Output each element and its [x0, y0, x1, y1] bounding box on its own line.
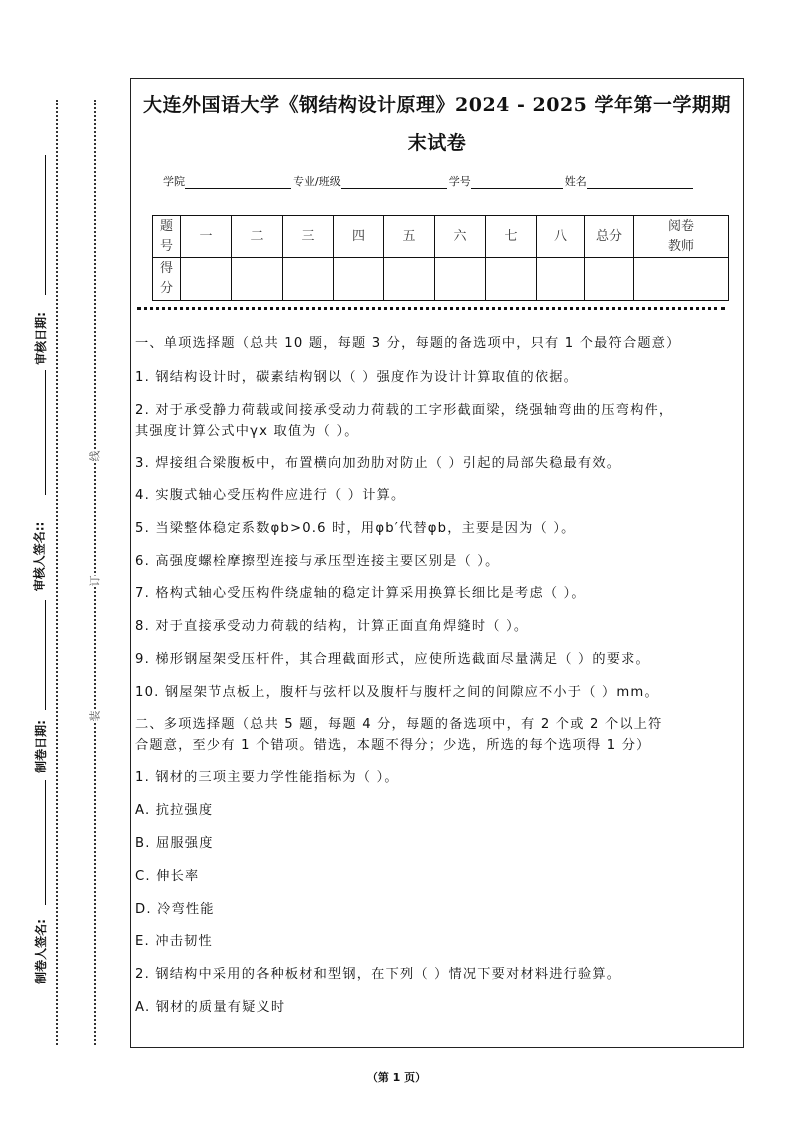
score-header: 得 分	[153, 258, 181, 301]
score-table	[152, 215, 729, 301]
question-4: 4. 实腹式轴心受压构件应进行（ ）计算。	[135, 488, 406, 503]
col-reviewer: 阅卷 教师	[634, 216, 729, 258]
col-5: 五	[384, 216, 435, 258]
section1-heading: 一、单项选择题（总共 10 题，每题 3 分，每题的备选项中，只有 1 个最符合题意）	[135, 336, 681, 351]
question-1: 1. 钢结构设计时，碳素结构钢以（ ）强度作为设计计算取值的依据。	[135, 370, 579, 385]
question-10: 10. 钢屋架节点板上，腹杆与弦杆以及腹杆与腹杆之间的间隙应不小于（ ）mm。	[135, 685, 659, 700]
score-cell[interactable]	[334, 258, 384, 301]
question-2: 2. 对于承受静力荷载或间接承受动力荷载的工字形截面梁，绕强轴弯曲的压弯构件，	[135, 403, 674, 418]
question-5: 5. 当梁整体稳定系数φb>0.6 时，用φb′代替φb，主要是因为（ ）。	[135, 521, 576, 536]
score-cell[interactable]	[634, 258, 729, 301]
question-number-row	[153, 216, 729, 258]
score-cell[interactable]	[435, 258, 486, 301]
mc-question-1: 1. 钢材的三项主要力学性能指标为（ ）。	[135, 770, 399, 785]
section2-heading-line2: 合题意，至少有 1 个错项。错选，本题不得分；少选，所选的每个选项得 1 分）	[135, 738, 651, 753]
option-d: D. 冷弯性能	[135, 902, 215, 917]
compiler-signature-line	[45, 780, 46, 905]
dotted-separator	[137, 307, 725, 310]
question-7: 7. 格构式轴心受压构件绕虚轴的稳定计算采用换算长细比是考虑（ ）。	[135, 586, 586, 601]
compiler-signature-label: 制卷人签名:	[33, 919, 48, 984]
student-id-label: 学号	[448, 175, 471, 188]
question-number-header: 题 号	[153, 216, 181, 258]
question-2-cont: 其强度计算公式中γx 取值为（ ）。	[135, 424, 359, 439]
col-4: 四	[334, 216, 384, 258]
col-total: 总分	[585, 216, 634, 258]
question-3: 3. 焊接组合梁腹板中，布置横向加劲肋对防止（ ）引起的局部失稳最有效。	[135, 456, 622, 471]
option-b: B. 屈服强度	[135, 836, 214, 851]
review-date-line	[45, 155, 46, 295]
binding-mark-line: 线	[88, 450, 102, 462]
college-label: 学院	[163, 175, 185, 188]
major-class-label: 专业/班级	[293, 175, 341, 188]
binding-mark-bind: 装	[88, 710, 102, 722]
col-2: 二	[232, 216, 283, 258]
review-date-label: 审核日期:	[33, 312, 48, 365]
compile-date-label: 制卷日期:	[33, 720, 48, 773]
reviewer-signature-label: 审核人签名::	[32, 521, 47, 592]
question-9: 9. 梯形钢屋架受压杆件，其合理截面形式，应使所选截面尽量满足（ ）的要求。	[135, 652, 650, 667]
exam-title-line2: 末试卷	[407, 132, 467, 154]
student-id-field[interactable]	[471, 175, 563, 189]
score-cell[interactable]	[537, 258, 585, 301]
student-info-row	[163, 173, 695, 189]
score-cell[interactable]	[232, 258, 283, 301]
col-8: 八	[537, 216, 585, 258]
col-3: 三	[283, 216, 334, 258]
college-field[interactable]	[185, 175, 291, 189]
option-e: E. 冲击韧性	[135, 934, 213, 949]
exam-title-line1: 大连外国语大学《钢结构设计原理》2024 - 2025 学年第一学期期	[143, 94, 731, 116]
col-1: 一	[181, 216, 232, 258]
name-field[interactable]	[587, 175, 693, 189]
score-cell[interactable]	[486, 258, 537, 301]
major-class-field[interactable]	[341, 175, 447, 189]
score-cell[interactable]	[384, 258, 435, 301]
mc-question-2: 2. 钢结构中采用的各种板材和型钢，在下列（ ）情况下要对材料进行验算。	[135, 967, 622, 982]
section2-heading-line1: 二、多项选择题（总共 5 题，每题 4 分，每题的备选项中，有 2 个或 2 个以上符	[135, 717, 663, 732]
page-number: （第 1 页）	[366, 1071, 427, 1084]
col-7: 七	[486, 216, 537, 258]
score-cell[interactable]	[585, 258, 634, 301]
score-row	[153, 258, 729, 301]
compile-date-line	[45, 600, 46, 710]
question-8: 8. 对于直接承受动力荷载的结构，计算正面直角焊缝时（ ）。	[135, 619, 529, 634]
name-label: 姓名	[564, 175, 587, 188]
option-a: A. 抗拉强度	[135, 803, 214, 818]
score-cell[interactable]	[283, 258, 334, 301]
question-6: 6. 高强度螺栓摩擦型连接与承压型连接主要区别是（ ）。	[135, 554, 500, 569]
reviewer-signature-line	[45, 370, 46, 495]
binding-dotted-line-inner	[94, 100, 96, 1045]
col-6: 六	[435, 216, 486, 258]
option-a-q2: A. 钢材的质量有疑义时	[135, 1000, 286, 1015]
binding-dotted-line-outer	[56, 100, 58, 1045]
score-cell[interactable]	[181, 258, 232, 301]
option-c: C. 伸长率	[135, 869, 200, 884]
binding-mark-staple: 订	[88, 575, 102, 587]
